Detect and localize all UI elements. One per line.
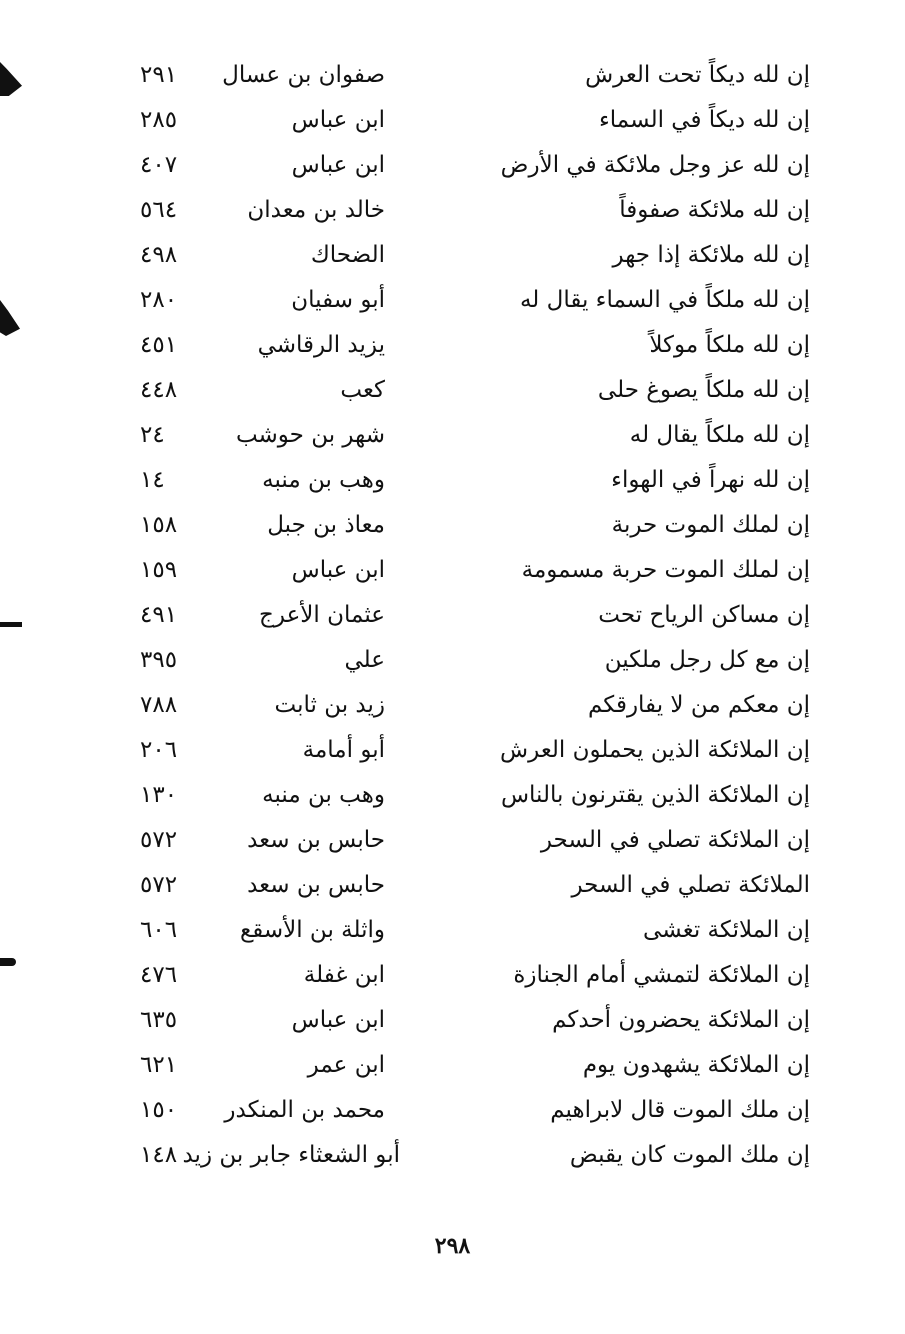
page-reference: ٢٨٠ xyxy=(140,287,178,313)
narrator-name: الضحاك xyxy=(310,242,385,268)
narrator-name: شهر بن حوشب xyxy=(235,422,385,448)
index-row xyxy=(0,1133,905,1177)
index-row xyxy=(0,53,905,97)
index-row xyxy=(0,638,905,682)
narrator-name: وهب بن منبه xyxy=(262,467,385,493)
index-row xyxy=(0,1088,905,1132)
page-reference: ٦٠٦ xyxy=(140,917,178,943)
page-reference: ١٥٨ xyxy=(140,512,178,538)
hadith-opening: إن لله ملكاً يقال له xyxy=(629,422,810,448)
index-row xyxy=(0,683,905,727)
narrator-name: خالد بن معدان xyxy=(247,197,385,223)
index-row xyxy=(0,368,905,412)
index-row xyxy=(0,413,905,457)
page-reference: ٦٢١ xyxy=(140,1052,178,1078)
narrator-name: حابس بن سعد xyxy=(247,872,385,898)
hadith-opening: إن لله ملكاً في السماء يقال له xyxy=(519,287,810,313)
narrator-name: واثلة بن الأسقع xyxy=(239,917,385,943)
index-row xyxy=(0,818,905,862)
hadith-opening: إن مساكن الرياح تحت xyxy=(598,602,810,628)
index-row xyxy=(0,458,905,502)
hadith-opening: إن الملائكة تصلي في السحر xyxy=(540,827,810,853)
page-reference: ٦٣٥ xyxy=(140,1007,178,1033)
hadith-opening: إن لله ملكاً يصوغ حلى xyxy=(597,377,810,403)
index-row xyxy=(0,953,905,997)
narrator-name: عثمان الأعرج xyxy=(259,602,385,628)
index-row xyxy=(0,728,905,772)
narrator-name: كعب xyxy=(340,377,385,403)
hadith-opening: إن ملك الموت قال لابراهيم xyxy=(550,1097,810,1123)
narrator-name: محمد بن المنكدر xyxy=(224,1097,385,1123)
page-reference: ٤٥١ xyxy=(140,332,178,358)
narrator-name: أبو الشعثاء جابر بن زيد xyxy=(182,1142,400,1168)
hadith-opening: إن لله ملائكة صفوفاً xyxy=(619,197,810,223)
hadith-opening: إن الملائكة الذين يحملون العرش xyxy=(500,737,810,763)
narrator-name: معاذ بن جبل xyxy=(267,512,385,538)
index-row xyxy=(0,98,905,142)
page-reference: ١٤ xyxy=(140,467,165,493)
narrator-name: ابن عباس xyxy=(291,1007,385,1033)
page-reference: ٤٩١ xyxy=(140,602,178,628)
hadith-opening: إن الملائكة لتمشي أمام الجنازة xyxy=(513,962,810,988)
index-row xyxy=(0,863,905,907)
hadith-opening: إن لله ديكاً في السماء xyxy=(598,107,810,133)
hadith-opening: إن لملك الموت حربة مسمومة xyxy=(521,557,810,583)
hadith-opening: إن لله ملكاً موكلاً xyxy=(649,332,810,358)
hadith-opening: إن الملائكة يشهدون يوم xyxy=(582,1052,810,1078)
page-reference: ١٤٨ xyxy=(140,1142,178,1168)
index-row xyxy=(0,188,905,232)
hadith-opening: إن لله ديكاً تحت العرش xyxy=(585,62,810,88)
narrator-name: ابن عباس xyxy=(291,557,385,583)
index-row xyxy=(0,593,905,637)
page-reference: ٣٩٥ xyxy=(140,647,178,673)
page-reference: ٥٧٢ xyxy=(140,827,178,853)
narrator-name: أبو سفيان xyxy=(291,287,385,313)
hadith-opening: إن لله ملائكة إذا جهر xyxy=(612,242,810,268)
hadith-opening: إن معكم من لا يفارقكم xyxy=(587,692,810,718)
index-row xyxy=(0,548,905,592)
page-reference: ٢٨٥ xyxy=(140,107,178,133)
narrator-name: حابس بن سعد xyxy=(247,827,385,853)
index-row xyxy=(0,323,905,367)
hadith-opening: إن لله عز وجل ملائكة في الأرض xyxy=(500,152,810,178)
page-reference: ١٣٠ xyxy=(140,782,178,808)
narrator-name: صفوان بن عسال xyxy=(222,62,385,88)
hadith-opening: إن ملك الموت كان يقبض xyxy=(569,1142,810,1168)
index-row xyxy=(0,908,905,952)
hadith-opening: إن الملائكة يحضرون أحدكم xyxy=(552,1007,810,1033)
page-reference: ٥٧٢ xyxy=(140,872,178,898)
page-reference: ٤٧٦ xyxy=(140,962,178,988)
narrator-name: أبو أمامة xyxy=(302,737,385,763)
page-reference: ٢٠٦ xyxy=(140,737,178,763)
page-reference: ٥٦٤ xyxy=(140,197,178,223)
index-row xyxy=(0,998,905,1042)
narrator-name: ابن عمر xyxy=(307,1052,385,1078)
narrator-name: ابن عباس xyxy=(291,152,385,178)
hadith-opening: الملائكة تصلي في السحر xyxy=(571,872,810,898)
hadith-opening: إن لله نهراً في الهواء xyxy=(611,467,810,493)
page-reference: ١٥٠ xyxy=(140,1097,178,1123)
narrator-name: ابن عباس xyxy=(291,107,385,133)
narrator-name: وهب بن منبه xyxy=(262,782,385,808)
narrator-name: زيد بن ثابت xyxy=(274,692,385,718)
page-number: ٢٩٨ xyxy=(434,1233,471,1259)
narrator-name: علي xyxy=(344,647,385,673)
page-reference: ٤٩٨ xyxy=(140,242,178,268)
index-row xyxy=(0,773,905,817)
hadith-opening: إن الملائكة تغشى xyxy=(643,917,810,943)
hadith-opening: إن الملائكة الذين يقترنون بالناس xyxy=(500,782,810,808)
hadith-opening: إن مع كل رجل ملكين xyxy=(604,647,810,673)
index-row xyxy=(0,503,905,547)
page-reference: ٤٠٧ xyxy=(140,152,178,178)
page-reference: ٢٤ xyxy=(140,422,165,448)
index-row xyxy=(0,233,905,277)
page-reference: ١٥٩ xyxy=(140,557,178,583)
page-reference: ٤٤٨ xyxy=(140,377,178,403)
hadith-opening: إن لملك الموت حربة xyxy=(611,512,810,538)
narrator-name: يزيد الرقاشي xyxy=(257,332,385,358)
index-row xyxy=(0,143,905,187)
index-row xyxy=(0,1043,905,1087)
narrator-name: ابن غفلة xyxy=(303,962,385,988)
index-row xyxy=(0,278,905,322)
page-reference: ٧٨٨ xyxy=(140,692,178,718)
page-reference: ٢٩١ xyxy=(140,62,178,88)
